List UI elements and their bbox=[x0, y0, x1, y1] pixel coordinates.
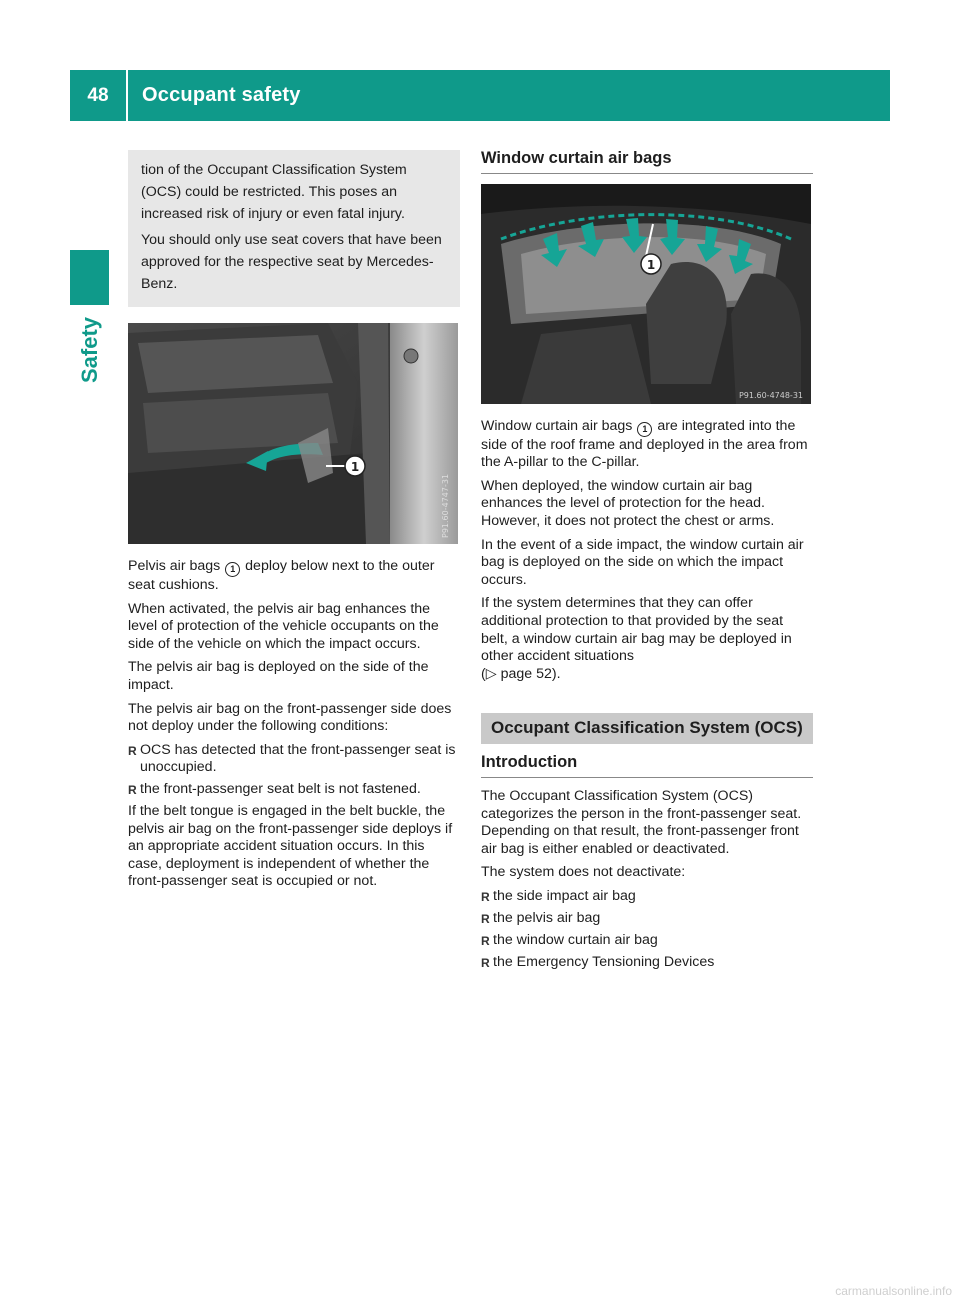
illustration-callout: 1 bbox=[350, 460, 360, 474]
side-tab-label: Safety bbox=[77, 316, 102, 384]
list-item: R the side impact air bag bbox=[481, 887, 636, 904]
window-curtain-airbag-illustration bbox=[481, 184, 811, 404]
paragraph: In the event of a side impact, the window curtain air bag is deployed on the side on which the impact occurs. bbox=[481, 536, 804, 588]
warning-text: tion of the Occupant Classification System (OCS) could be restricted. This poses an increased risk of injury or even fatal injury. bbox=[141, 162, 407, 222]
list-item: R the Emergency Tensioning Devices bbox=[481, 953, 715, 970]
callout-marker: 1 bbox=[225, 562, 240, 577]
page-number: 48 bbox=[87, 84, 109, 106]
right-column bbox=[481, 150, 813, 976]
paragraph: Window curtain air bags 1 are integrated into the side of the roof frame and deployed in the area from the A-pillar to the C-pillar. bbox=[481, 417, 808, 471]
illustration-callout: 1 bbox=[646, 257, 656, 272]
image-code: P91.60-4747-31 bbox=[441, 473, 450, 538]
callout-marker: 1 bbox=[637, 422, 652, 437]
page-header bbox=[70, 70, 890, 121]
list-item: R OCS has detected that the front-passenger seat is unoccupied. bbox=[128, 741, 456, 776]
image-code: P91.60-4748-31 bbox=[738, 390, 803, 400]
warning-box bbox=[128, 150, 460, 307]
section-title: Occupant Classification System (OCS) bbox=[481, 713, 813, 744]
left-column bbox=[128, 150, 460, 897]
paragraph: The system does not deactivate: bbox=[481, 864, 686, 881]
watermark: carmanualsonline.info bbox=[835, 1284, 952, 1298]
page-reference-link[interactable]: (▷ page 52). bbox=[481, 665, 561, 682]
paragraph: The pelvis air bag on the front-passenger side does not deploy under the following conditions: bbox=[128, 700, 452, 735]
section-heading: Window curtain air bags bbox=[481, 150, 813, 174]
side-tab-marker bbox=[70, 250, 109, 305]
paragraph: If the system determines that they can offer additional protection to that provided by the seat belt, a window curtain air bag may be deployed in other accident situations (▷ page 52). bbox=[481, 595, 792, 682]
subsection-heading: Introduction bbox=[481, 754, 813, 778]
paragraph: The pelvis air bag is deployed on the side of the impact. bbox=[128, 659, 429, 693]
paragraph: When deployed, the window curtain air bag enhances the level of protection for the head. However, it does not protect the chest or arms. bbox=[481, 477, 775, 529]
list-item: R the pelvis air bag bbox=[481, 909, 601, 926]
warning-text: You should only use seat covers that have been approved for the respective seat by Mercedes-Benz. bbox=[141, 232, 442, 292]
paragraph: If the belt tongue is engaged in the belt buckle, the pelvis air bag on the front-passenger side deploys if an appropriate accident situation occurs. In this case, deployment is independent of whether the front-passenger seat is occupied or not. bbox=[128, 802, 453, 890]
list-item: R the window curtain air bag bbox=[481, 931, 658, 948]
paragraph: Pelvis air bags 1 deploy below next to the outer seat cushions. bbox=[128, 558, 435, 593]
page-title: Occupant safety bbox=[142, 84, 301, 106]
paragraph: The Occupant Classification System (OCS) categorizes the person in the front-passenger seat. Depending on that result, the front-passenger front air bag is either enabled or deactivated. bbox=[481, 787, 802, 857]
list-item: R the front-passenger seat belt is not fastened. bbox=[128, 780, 421, 797]
paragraph: When activated, the pelvis air bag enhances the level of protection of the vehicle occupants on the side of the vehicle on which the impact occurs. bbox=[128, 600, 439, 652]
pelvis-airbag-illustration bbox=[128, 323, 458, 544]
